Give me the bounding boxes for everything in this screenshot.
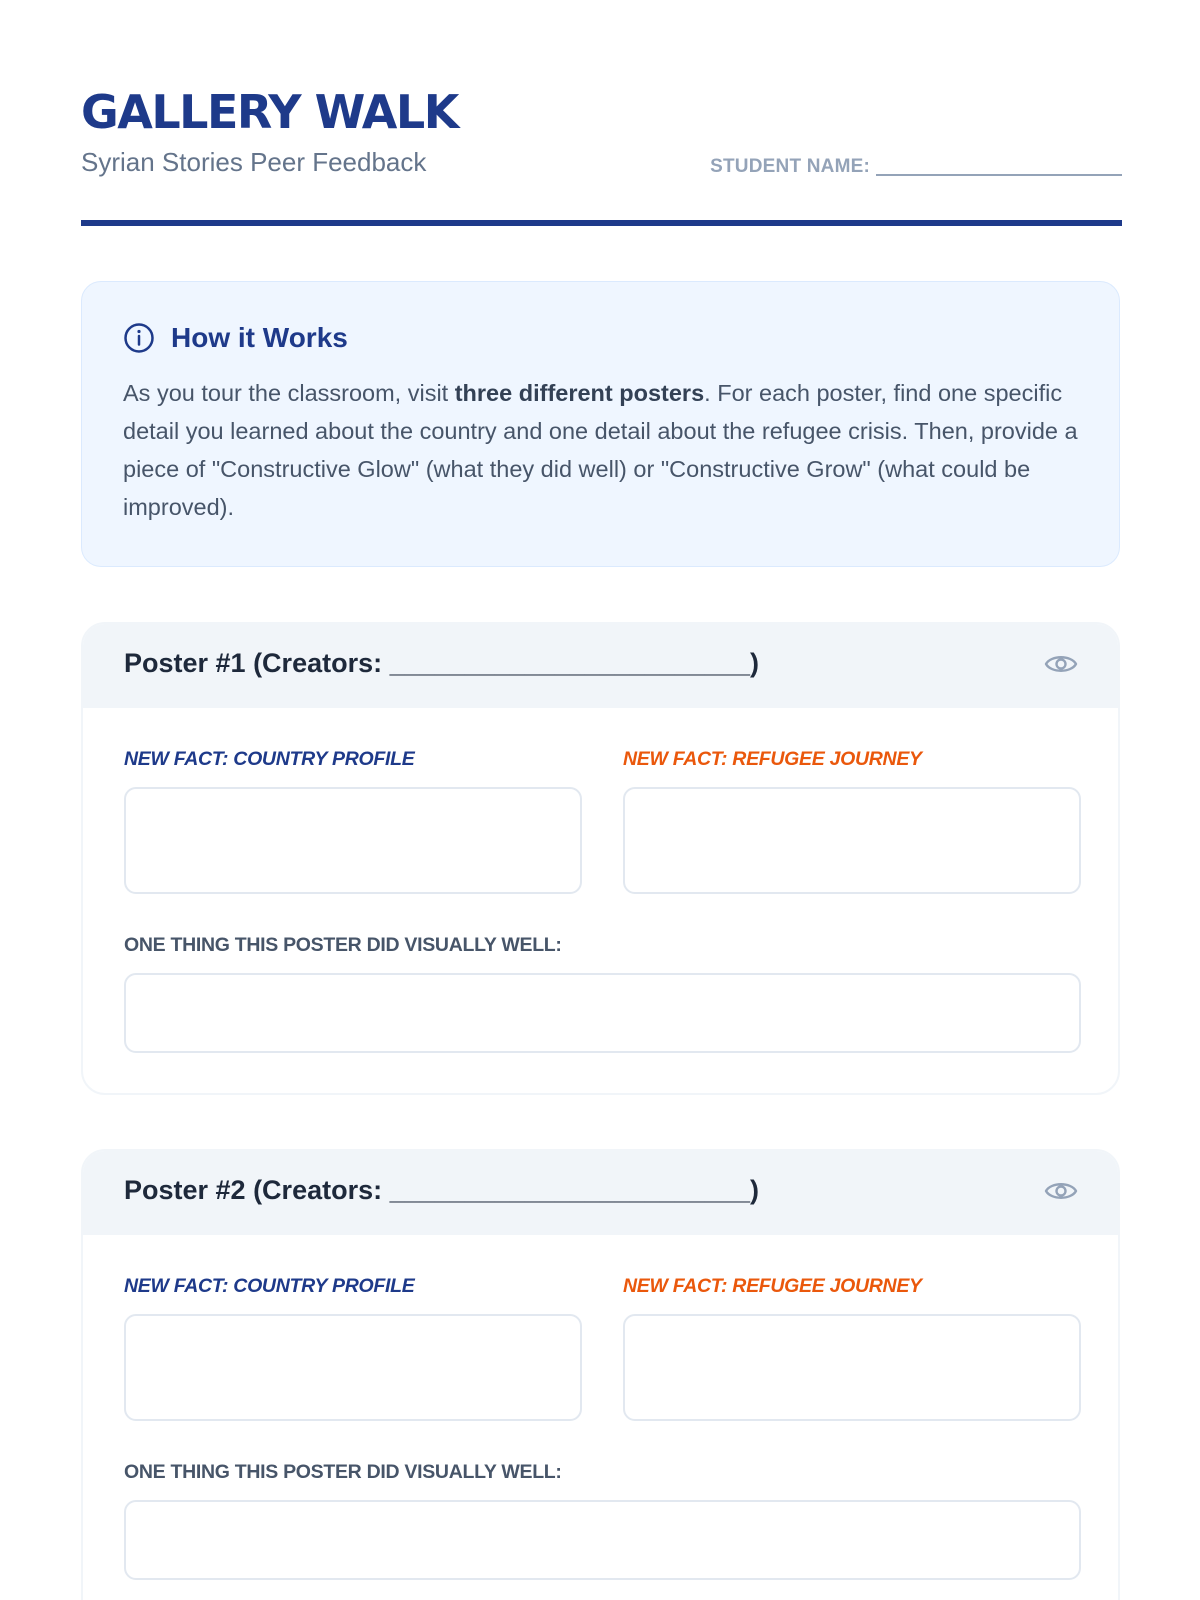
poster-card-1 xyxy=(81,622,1120,1095)
refugee-journey-label: NEW FACT: REFUGEE JOURNEY xyxy=(623,1275,922,1297)
student-name-field[interactable] xyxy=(710,154,1122,180)
visual-feedback-label: ONE THING THIS POSTER DID VISUALLY WELL: xyxy=(124,934,562,956)
country-profile-label: NEW FACT: COUNTRY PROFILE xyxy=(124,748,415,770)
visual-feedback-answer-box[interactable] xyxy=(124,973,1081,1053)
eye-icon xyxy=(1044,650,1078,678)
visual-feedback-answer-box[interactable] xyxy=(124,1500,1081,1580)
instructions-text-start: As you tour the classroom, visit xyxy=(123,380,455,406)
how-it-works-heading xyxy=(123,322,348,354)
poster-title: Poster #1 (Creators: ________________________) xyxy=(124,648,759,678)
poster-title: Poster #2 (Creators: ________________________) xyxy=(124,1175,759,1205)
eye-icon xyxy=(1044,1177,1078,1205)
refugee-journey-label: NEW FACT: REFUGEE JOURNEY xyxy=(623,748,922,770)
poster-card-header xyxy=(83,1151,1118,1235)
student-name-label: STUDENT NAME: xyxy=(710,156,870,177)
country-profile-answer-box[interactable] xyxy=(124,1314,582,1421)
header-divider xyxy=(81,220,1122,226)
how-it-works-text xyxy=(123,374,1083,526)
page-header xyxy=(81,84,1122,228)
country-profile-answer-box[interactable] xyxy=(124,787,582,894)
how-it-works-title: How it Works xyxy=(171,322,348,353)
refugee-journey-answer-box[interactable] xyxy=(623,787,1081,894)
poster-card-2 xyxy=(81,1149,1120,1600)
info-circle-icon xyxy=(123,322,155,354)
how-it-works-box xyxy=(81,281,1120,567)
instructions-text-end: . For each poster, find one specific detail you learned about the country and one detail about the refugee crisis. Then, provide a piece of "Constructive Glow" (what they did well) or "Constructive Grow" (what could be improved). xyxy=(123,380,1078,520)
instructions-text-bold: three different posters xyxy=(454,380,705,406)
refugee-journey-answer-box[interactable] xyxy=(623,1314,1081,1421)
student-name-blank[interactable] xyxy=(876,174,1122,176)
page-subtitle: Syrian Stories Peer Feedback xyxy=(81,147,427,177)
page-title: GALLERY WALK xyxy=(81,85,458,139)
visual-feedback-label: ONE THING THIS POSTER DID VISUALLY WELL: xyxy=(124,1461,562,1483)
country-profile-label: NEW FACT: COUNTRY PROFILE xyxy=(124,1275,415,1297)
poster-card-header xyxy=(83,624,1118,708)
